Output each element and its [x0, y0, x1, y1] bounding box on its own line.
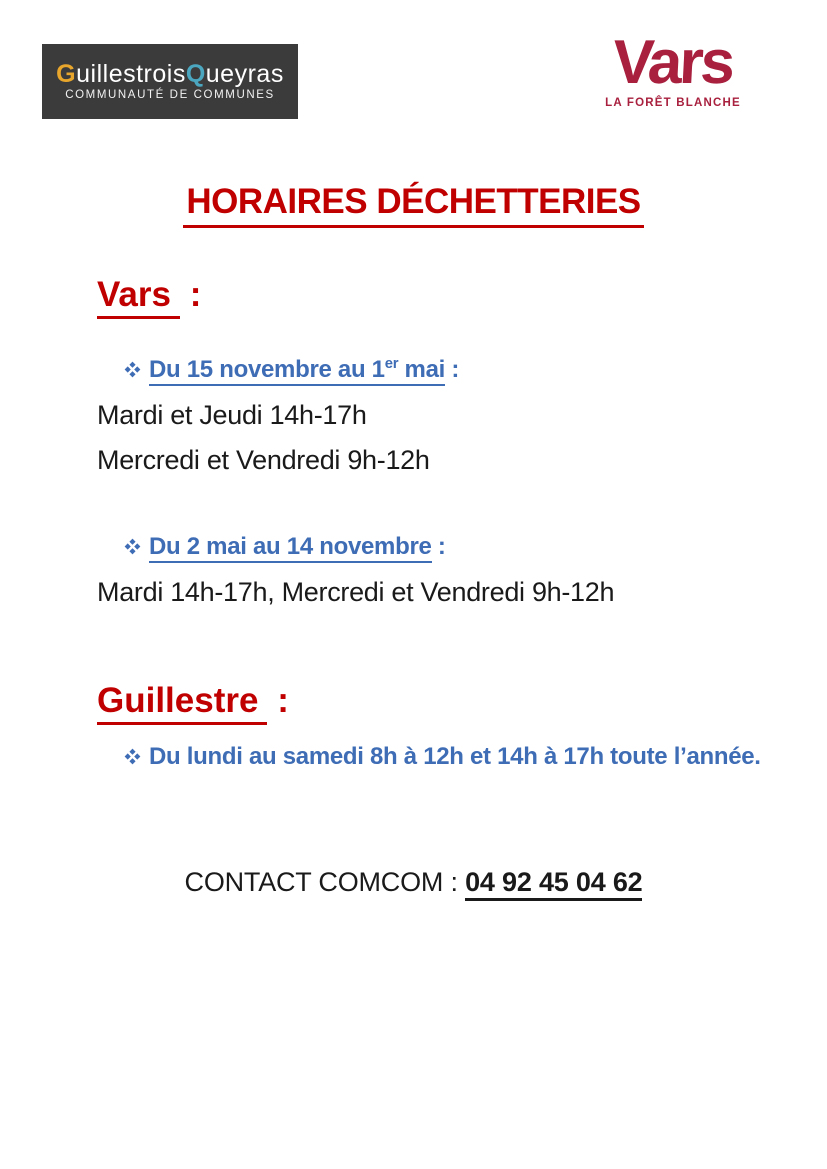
- guillestrois-queyras-logo-wordmark: [56, 59, 284, 88]
- winter-period-colon: :: [445, 356, 460, 383]
- page-title: HORAIRES DÉCHETTERIES: [183, 183, 643, 228]
- logo-word-ueyras: ueyras: [205, 59, 284, 88]
- four-diamond-bullet-icon: [124, 748, 141, 765]
- winter-period-label: Du 15 novembre au 1er mai: [149, 356, 445, 386]
- vars-logo: [598, 30, 748, 109]
- winter-hours-line-2: Mercredi et Vendredi 9h-12h: [97, 445, 430, 475]
- four-diamond-bullet-icon: [124, 361, 141, 378]
- bullet-item-winter-period: [124, 356, 459, 385]
- summer-period-colon: :: [431, 533, 446, 560]
- vars-logo-tagline: LA FORÊT BLANCHE: [605, 97, 741, 110]
- section-heading-guillestre-text: Guillestre: [97, 681, 267, 725]
- section-heading-guillestre: [97, 682, 289, 721]
- communaute-de-communes-tagline: COMMUNAUTÉ DE COMMUNES: [65, 88, 275, 101]
- logo-word-uillestrois: uillestrois: [76, 59, 186, 88]
- summer-hours-line: Mardi 14h-17h, Mercredi et Vendredi 9h-12h: [97, 577, 615, 607]
- contact-phone-number: 04 92 45 04 62: [465, 867, 642, 901]
- bullet-item-guillestre-schedule: [124, 743, 761, 772]
- four-diamond-bullet-icon: [124, 538, 141, 555]
- guillestre-schedule-text: Du lundi au samedi 8h à 12h et 14h à 17h toute l’année.: [149, 743, 761, 770]
- logo-letter-q: Q: [185, 59, 206, 88]
- contact-label: CONTACT COMCOM :: [184, 867, 466, 897]
- contact-row: [0, 867, 827, 898]
- vars-logo-wordmark: Vars: [611, 28, 735, 97]
- section-heading-vars-text: Vars: [97, 275, 180, 319]
- ordinal-superscript: er: [384, 356, 399, 372]
- section-heading-vars: [97, 276, 201, 315]
- logo-letter-g: G: [56, 59, 77, 88]
- bullet-item-summer-period: [124, 533, 446, 562]
- summer-period-label: Du 2 mai au 14 novembre: [149, 533, 432, 563]
- guillestrois-queyras-logo: [42, 44, 298, 119]
- winter-hours-line-1: Mardi et Jeudi 14h-17h: [97, 400, 367, 430]
- section-heading-guillestre-colon: :: [277, 681, 289, 720]
- section-heading-vars-colon: :: [189, 275, 202, 314]
- title-row: [0, 183, 827, 228]
